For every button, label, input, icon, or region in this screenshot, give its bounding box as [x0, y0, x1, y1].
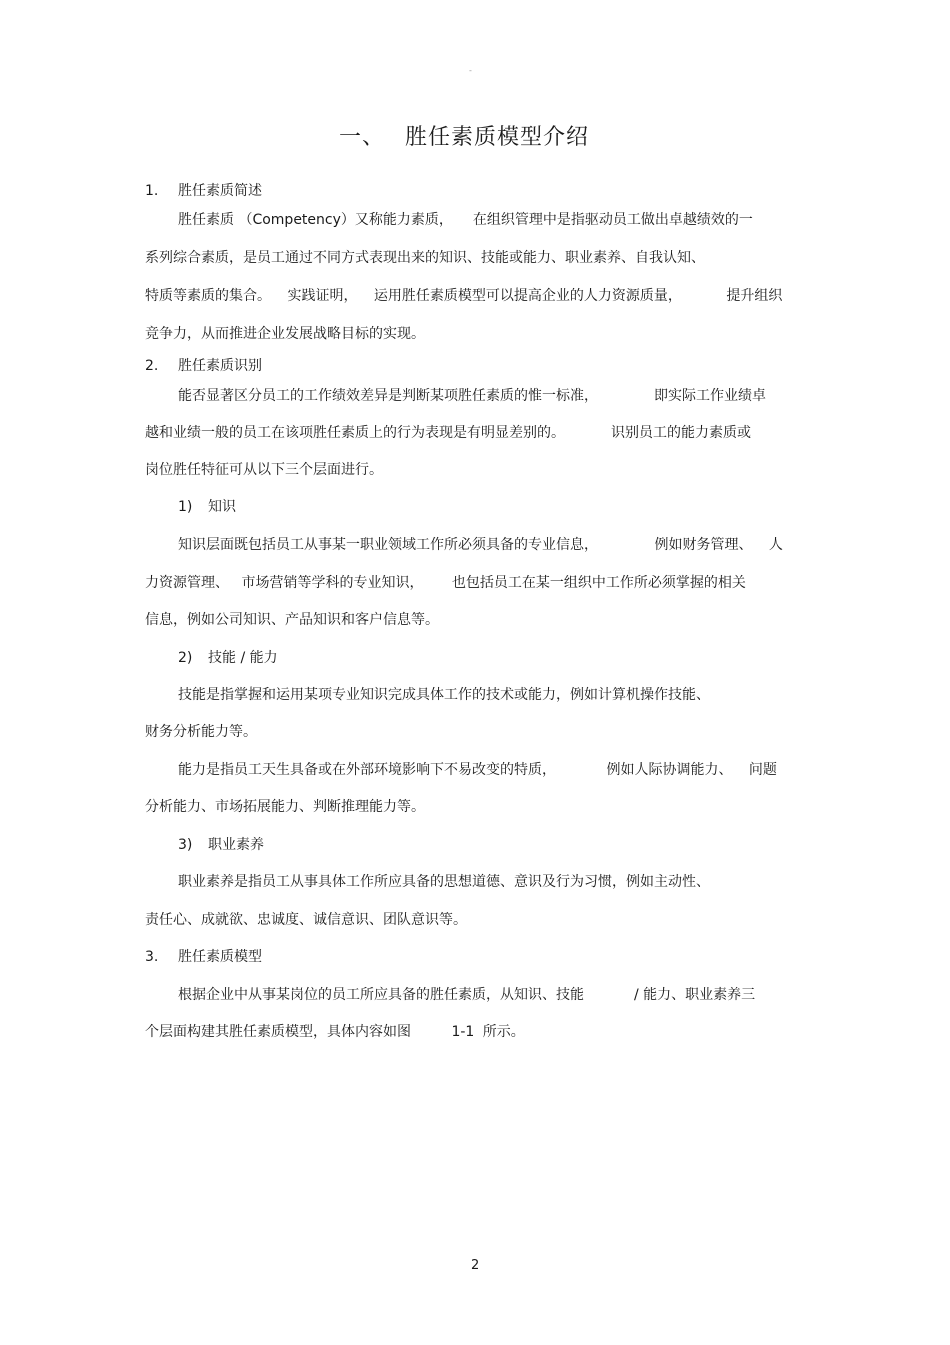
text-segment: 职业素养是指员工从事具体工作所应具备的思想道德、意识及行为习惯，例如主动性、 — [178, 874, 710, 890]
text-segment: 能力是指员工天生具备或在外部环境影响下不易改变的特质， — [178, 762, 556, 778]
text-segment: 岗位胜任特征可从以下三个层面进行。 — [145, 462, 383, 478]
paragraph-line — [178, 535, 783, 555]
paragraph-line — [145, 573, 746, 593]
paragraph-line — [145, 324, 425, 344]
subsection-number: 1) — [178, 499, 193, 515]
text-segment: 知识层面既包括员工从事某一职业领域工作所必须具备的专业信息， — [178, 537, 598, 553]
section-heading-text: 胜任素质模型 — [178, 949, 262, 965]
text-segment: 根据企业中从事某岗位的员工所应具备的胜任素质，从知识、技能 — [178, 987, 584, 1003]
paragraph-line — [145, 286, 782, 306]
paragraph-line — [145, 910, 467, 930]
text-segment: 责任心、成就欲、忠诚度、诚信意识、团队意识等。 — [145, 912, 467, 928]
text-segment: 实践证明， — [287, 288, 358, 304]
text-segment: 力资源管理、 — [145, 575, 229, 591]
text-segment: 运用胜任素质模型可以提高企业的人力资源质量， — [373, 288, 682, 304]
text-segment: 也包括员工在某一组织中工作所必须掌握的相关 — [451, 575, 746, 591]
subsection-number: 3) — [178, 837, 193, 853]
paragraph-line — [145, 610, 439, 630]
paragraph-line — [178, 985, 755, 1005]
paragraph-line — [178, 386, 766, 406]
text-segment: 人 — [768, 537, 783, 553]
section-heading — [145, 356, 262, 376]
paragraph-line — [178, 872, 710, 892]
text-segment: 特质等素质的集合。 — [145, 288, 271, 304]
paragraph-line — [145, 248, 705, 268]
text-segment: / 能力、职业素养三 — [634, 987, 756, 1003]
text-segment: 个层面构建其胜任素质模型，具体内容如图 — [145, 1024, 411, 1040]
section-number: 3. — [145, 949, 159, 965]
page-number: 2 — [471, 1258, 480, 1273]
text-segment: 分析能力、市场拓展能力、判断推理能力等。 — [145, 799, 425, 815]
subsection-heading — [178, 835, 264, 855]
section-heading — [145, 181, 262, 201]
text-segment: 在组织管理中是指驱动员工做出卓越绩效的一 — [472, 212, 753, 228]
text-segment: 问题 — [748, 762, 777, 778]
subsection-number: 2) — [178, 650, 193, 666]
text-segment: 识别员工的能力素质或 — [611, 425, 751, 441]
text-segment: 例如人际协调能力、 — [606, 762, 733, 778]
text-segment: 例如财务管理、 — [654, 537, 753, 553]
text-segment: 提升组织 — [726, 288, 783, 304]
subsection-heading — [178, 497, 236, 517]
text-segment: 能否显著区分员工的工作绩效差异是判断某项胜任素质的惟一标准， — [178, 388, 598, 404]
subsection-heading-text: 职业素养 — [208, 837, 264, 853]
text-segment: 胜任素质 （Competency）又称能力素质， — [178, 212, 453, 228]
section-heading-text: 胜任素质识别 — [178, 358, 262, 374]
paragraph-line — [178, 685, 710, 705]
text-segment: 信息，例如公司知识、产品知识和客户信息等。 — [145, 612, 439, 628]
subsection-heading-text: 技能 / 能力 — [208, 650, 278, 666]
section-heading-text: 胜任素质简述 — [178, 183, 262, 199]
figure-reference: 1-1 — [451, 1024, 475, 1040]
text-segment: 市场营销等学科的专业知识， — [241, 575, 424, 591]
paragraph-line — [178, 760, 777, 780]
section-heading — [145, 947, 262, 967]
text-segment: 技能是指掌握和运用某项专业知识完成具体工作的技术或能力，例如计算机操作技能、 — [178, 687, 710, 703]
title-text: 胜任素质模型介绍 — [405, 125, 590, 150]
text-segment: 财务分析能力等。 — [145, 724, 257, 740]
paragraph-line — [145, 722, 257, 742]
top-mark: - — [469, 66, 472, 75]
title-number: 一、 — [339, 125, 386, 150]
section-number: 1. — [145, 183, 159, 199]
page-title — [339, 120, 589, 151]
paragraph-line — [145, 797, 425, 817]
text-segment: 竞争力，从而推进企业发展战略目标的实现。 — [145, 326, 425, 342]
text-segment: 即实际工作业绩卓 — [654, 388, 766, 404]
text-segment: 系列综合素质，是员工通过不同方式表现出来的知识、技能或能力、职业素养、自我认知、 — [145, 250, 705, 266]
subsection-heading-text: 知识 — [208, 499, 236, 515]
paragraph-line — [178, 210, 753, 230]
subsection-heading — [178, 648, 278, 668]
section-number: 2. — [145, 358, 159, 374]
paragraph-line — [145, 423, 751, 443]
text-segment: 所示。 — [482, 1024, 525, 1040]
text-segment: 越和业绩一般的员工在该项胜任素质上的行为表现是有明显差别的。 — [145, 425, 565, 441]
paragraph-line — [145, 1022, 525, 1042]
paragraph-line — [145, 460, 383, 480]
